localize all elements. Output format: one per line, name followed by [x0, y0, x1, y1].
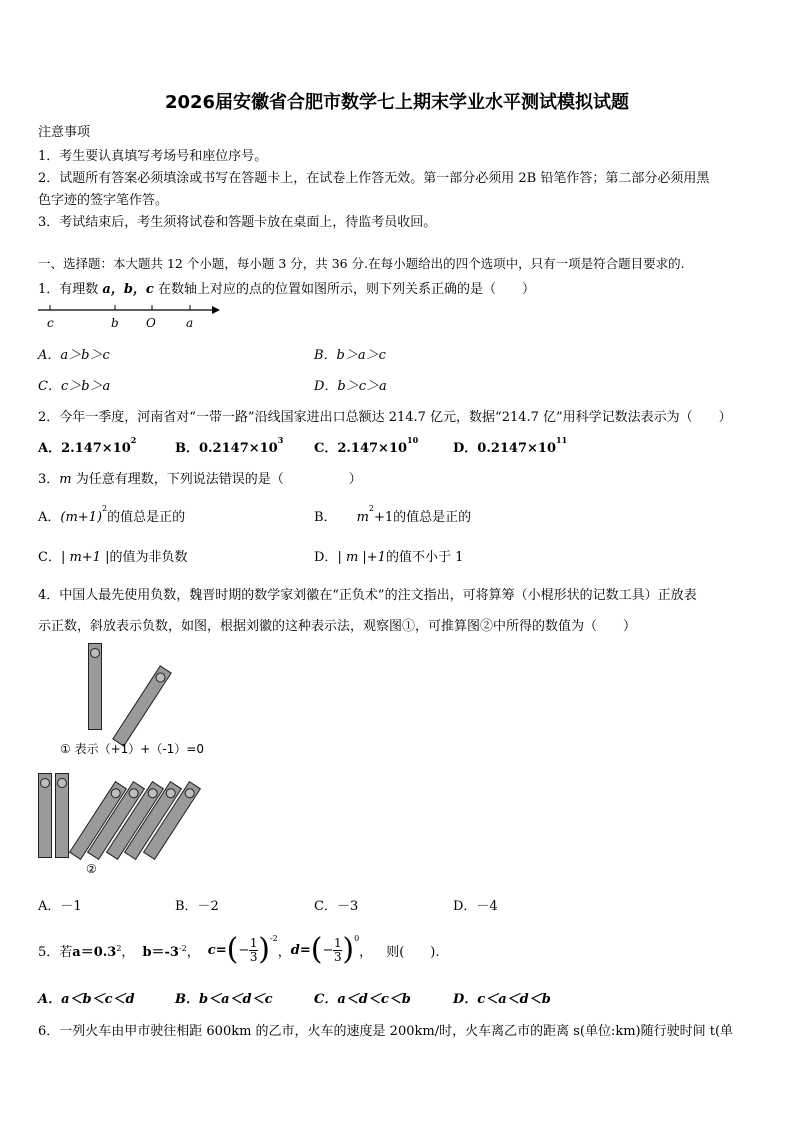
question-5-d-exponent: 0 — [354, 933, 360, 943]
question-5-a-exponent: 2 — [116, 943, 122, 953]
option-a: A．a＞b＞c — [38, 348, 110, 363]
notice-item: 色字迹的签字笔作答。 — [38, 193, 169, 208]
option-c — [314, 437, 418, 456]
rod-hole — [40, 778, 50, 788]
counting-rod-slanted — [112, 665, 172, 746]
question-5-suffix: 则( ). — [386, 944, 440, 960]
option-c-prefix: C． — [38, 550, 61, 565]
number-line-figure — [30, 300, 230, 340]
fraction-one-third — [249, 937, 258, 964]
notice-item: 3．考试结束后，考生须将试卷和答题卡放在桌面上，待监考员收回。 — [38, 215, 437, 230]
page-title: 2026届安徽省合肥市数学七上期末学业水平测试模拟试题 — [164, 92, 630, 113]
question-5-b-exponent: -2 — [178, 943, 187, 953]
question-2-stem: 2．今年一季度，河南省对“一带一路”沿线国家进出口总额达 214.7 亿元，数据“214.7 亿”用科学记数法表示为（ ） — [38, 410, 732, 425]
option-b-math-plus: +1 — [373, 510, 394, 525]
question-5-stem: 5．若 a＝0.3 $^2$ ， b＝-3 $^{-2}$ ， c= ( − $\frac{1}{3}$ ) $^{-2}$ ， d= ( − $\frac{1}{3}$ ) $^0$ ， 则( ). — [38, 932, 440, 967]
notice-heading: 注意事项 — [38, 125, 91, 140]
section-heading: 一、选择题：本大题共 12 个小题，每小题 3 分，共 36 分.在每小题给出的四个选项中，只有一项是符合题目要求的. — [38, 256, 685, 271]
question-5-c-exponent: -2 — [269, 933, 278, 943]
option-b: B．b＜a＜d＜c — [175, 992, 273, 1007]
option-b — [314, 506, 471, 525]
option-a — [38, 506, 185, 525]
option-d-text: D．0.2147×10 — [453, 441, 557, 456]
option-a-text: 的值总是正的 — [107, 510, 186, 525]
axis-label-a: a — [186, 316, 194, 330]
option-b-text: B．0.2147×10 — [175, 441, 278, 456]
option-d-prefix: D． — [314, 550, 338, 565]
notice-item: 1．考生要认真填写考场号和座位序号。 — [38, 149, 268, 164]
option-d: D．－4 — [453, 899, 498, 914]
question-3-stem — [38, 468, 362, 487]
fraction-one-third — [333, 937, 342, 964]
option-a-exponent: 2 — [102, 504, 108, 513]
option-c: C．a＜d＜c＜b — [314, 992, 411, 1007]
option-b-text: 的值总是正的 — [393, 510, 472, 525]
option-a-text: A．2.147×10 — [38, 441, 131, 456]
counting-rod-upright — [55, 773, 69, 858]
question-6-stem: 6．一列火车由甲市驶往相距 600km 的乙市，火车的速度是 200km/时，火车离乙市的距离 s(单位:km)随行驶时间 t(单 — [38, 1024, 734, 1039]
question-1-vars: a，b，c — [102, 282, 154, 297]
option-a-prefix: A． — [38, 510, 61, 525]
figure-1-caption: ① 表示（+1）+（-1）=0 — [60, 742, 204, 756]
rod-hole — [109, 786, 123, 800]
option-b: B．－2 — [175, 899, 219, 914]
option-c: C．－3 — [314, 899, 359, 914]
option-b-prefix: B． — [314, 510, 337, 525]
notice-item: 2．试题所有答案必须填涂或书写在答题卡上，在试卷上作答无效。第一部分必须用 2B 铅笔作答；第二部分必须用黑 — [38, 171, 710, 186]
question-3-text: 为任意有理数，下列说法错误的是（ ） — [71, 472, 362, 487]
option-c: C．c＞b＞a — [38, 379, 111, 394]
fraction-denominator: 3 — [334, 949, 342, 964]
axis-label-c: c — [47, 316, 54, 330]
question-1-stem — [38, 278, 535, 297]
option-b-exponent: 2 — [368, 504, 374, 513]
option-b — [175, 437, 283, 456]
rod-hole — [57, 778, 67, 788]
question-1-prefix: 1．有理数 — [38, 282, 103, 297]
option-c-math: | m+1 | — [60, 550, 110, 565]
question-5-d-label: d= — [290, 942, 311, 958]
option-a: A．－1 — [38, 899, 82, 914]
option-c-text: C．2.147×10 — [314, 441, 408, 456]
option-b-math: m — [356, 510, 369, 525]
option-b: B．b＞a＞c — [314, 348, 386, 363]
question-5-c-label: c= — [207, 942, 227, 958]
option-d: D．b＞c＞a — [314, 379, 387, 394]
option-c-text: 的值为非负数 — [109, 550, 188, 565]
option-d — [314, 546, 463, 565]
question-3-number: 3． — [38, 472, 60, 487]
axis-label-o: O — [146, 316, 156, 330]
counting-rod-upright — [88, 643, 102, 730]
rod-hole — [164, 786, 178, 800]
option-d-exponent: 11 — [556, 435, 568, 445]
axis-label-b: b — [111, 316, 119, 330]
counting-rod-upright — [38, 773, 52, 858]
question-4-stem-cont: 示正数，斜放表示负数，如图，根据刘徽的这种表示法，观察图①，可推算图②中所得的数值为（ ） — [38, 619, 637, 634]
option-c-exponent: 10 — [407, 435, 419, 445]
option-d — [453, 437, 567, 456]
rod-hole — [127, 786, 141, 800]
question-5-a: a＝0.3 — [72, 944, 117, 960]
fraction-denominator: 3 — [249, 949, 258, 964]
option-b-exponent: 3 — [277, 435, 284, 445]
option-d-text: 的值不小于 1 — [385, 550, 464, 565]
option-a: A．a＜b＜c＜d — [38, 992, 135, 1007]
question-3-var: m — [59, 472, 72, 487]
option-d-math: | m |+1 — [337, 550, 386, 565]
question-4-stem: 4．中国人最先使用负数，魏晋时期的数学家刘徽在“正负术”的注文指出，可将算筹（小棍形状的记数工具）正放表 — [38, 588, 697, 603]
fraction-numerator: 1 — [249, 935, 258, 950]
option-a-exponent: 2 — [130, 435, 137, 445]
figure-2-caption: ② — [86, 862, 97, 876]
fraction-numerator: 1 — [334, 935, 342, 950]
question-1-suffix: 在数轴上对应的点的位置如图所示，则下列关系正确的是（ ） — [153, 282, 535, 297]
option-c — [38, 546, 187, 565]
option-d: D．c＜a＜d＜b — [453, 992, 551, 1007]
rod-hole — [90, 648, 100, 658]
rod-hole — [183, 786, 197, 800]
option-a — [38, 437, 136, 456]
question-5-b: b＝-3 — [142, 944, 179, 960]
rod-hole — [154, 671, 168, 685]
rod-hole — [146, 786, 160, 800]
option-a-math: (m+1) — [60, 510, 103, 525]
question-5-prefix: 5．若 — [38, 944, 73, 960]
